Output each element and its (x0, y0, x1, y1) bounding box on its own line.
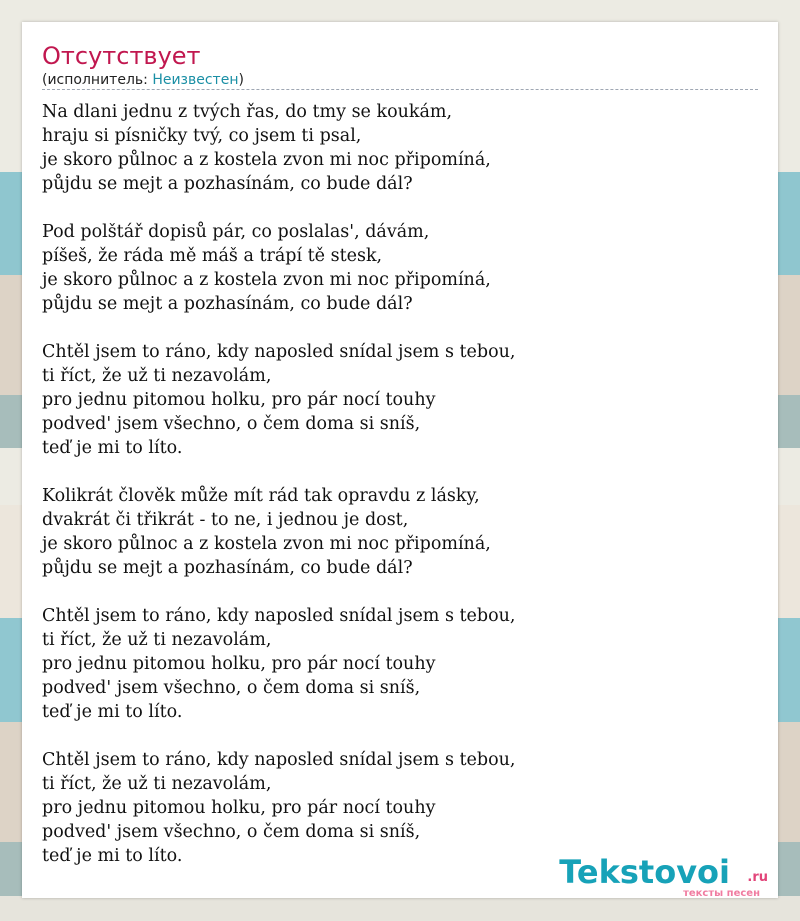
lyric-line: ti říct, že už ti nezavolám, (42, 630, 272, 650)
lyric-line: podved' jsem všechno, o čem doma si sníš, (42, 678, 421, 698)
logo-name: Tekstovoi (559, 853, 730, 891)
lyric-line: Chtěl jsem to ráno, kdy naposled snídal jsem s tebou, (42, 342, 516, 362)
logo-tld: .ru (747, 870, 768, 885)
lyrics-body (42, 100, 758, 868)
site-logo[interactable] (558, 854, 768, 898)
stanza-gap (42, 580, 758, 604)
stanza-gap (42, 460, 758, 484)
lyric-line: Pod polštář dopisů pár, co poslalas', dávám, (42, 222, 430, 242)
lyric-line: pro jednu pitomou holku, pro pár nocí touhy (42, 390, 436, 410)
artist-line (42, 71, 244, 89)
lyric-line: je skoro půlnoc a z kostela zvon mi noc připomíná, (42, 534, 491, 554)
lyric-line: teď je mi to líto. (42, 846, 183, 866)
lyric-line: podved' jsem všechno, o čem doma si sníš, (42, 414, 421, 434)
stanza-gap (42, 196, 758, 220)
lyric-line: pro jednu pitomou holku, pro pár nocí touhy (42, 798, 436, 818)
stanza-gap (42, 724, 758, 748)
lyric-line: je skoro půlnoc a z kostela zvon mi noc připomíná, (42, 270, 491, 290)
lyric-line: Chtěl jsem to ráno, kdy naposled snídal jsem s tebou, (42, 750, 516, 770)
artist-prefix: (исполнитель: (42, 72, 153, 88)
lyric-line: půjdu se mejt a pozhasínám, co bude dál? (42, 558, 413, 578)
lyric-line: Chtěl jsem to ráno, kdy naposled snídal jsem s tebou, (42, 606, 516, 626)
song-title: Отсутствует (42, 42, 201, 70)
lyric-line: půjdu se mejt a pozhasínám, co bude dál? (42, 294, 413, 314)
lyric-line: Na dlani jednu z tvých řas, do tmy se koukám, (42, 102, 453, 122)
lyric-line: Kolikrát člověk může mít rád tak opravdu z lásky, (42, 486, 480, 506)
lyric-line: dvakrát či třikrát - to ne, i jednou je dost, (42, 510, 409, 530)
lyric-line: podved' jsem všechno, o čem doma si sníš, (42, 822, 421, 842)
lyric-line: píšeš, že ráda mě máš a trápí tě stesk, (42, 246, 383, 266)
lyric-line: ti říct, že už ti nezavolám, (42, 774, 272, 794)
logo-tagline: тексты песен (683, 888, 760, 898)
lyrics-card (22, 22, 778, 898)
lyric-line: teď je mi to líto. (42, 702, 183, 722)
artist-link[interactable]: Неизвестен (152, 72, 239, 88)
lyric-line: je skoro půlnoc a z kostela zvon mi noc připomíná, (42, 150, 491, 170)
title-divider (42, 89, 758, 90)
stanza-gap (42, 316, 758, 340)
lyric-line: ti říct, že už ti nezavolám, (42, 366, 272, 386)
lyric-line: hraju si písničky tvý, co jsem ti psal, (42, 126, 362, 146)
artist-suffix: ) (238, 72, 244, 88)
lyric-line: pro jednu pitomou holku, pro pár nocí touhy (42, 654, 436, 674)
lyric-line: půjdu se mejt a pozhasínám, co bude dál? (42, 174, 413, 194)
lyric-line: teď je mi to líto. (42, 438, 183, 458)
